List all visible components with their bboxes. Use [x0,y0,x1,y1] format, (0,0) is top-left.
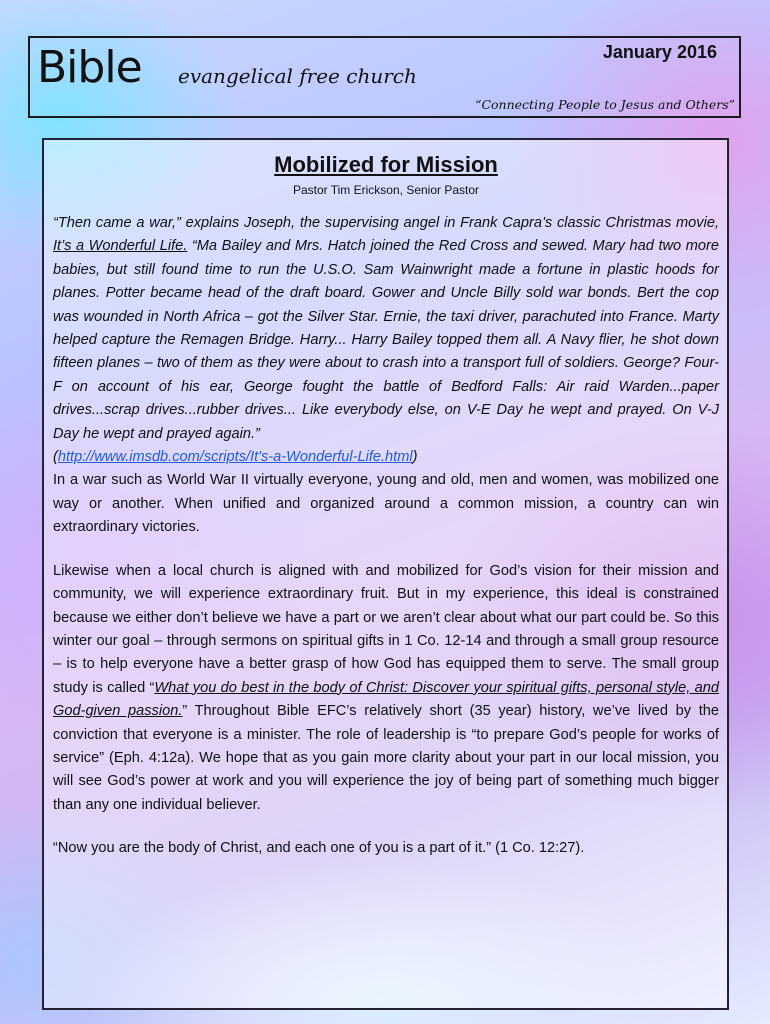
masthead [28,36,741,118]
link-close-paren: ) [412,449,418,466]
article-box [42,138,729,1010]
paragraph-1-continuation: In a war such as World War II virtually everyone, young and old, men and women, was mobilized one way or another. When unified and organized around a common mission, a country can win extraordinary victories. [53,472,719,536]
movie-quote: “Ma Bailey and Mrs. Hatch joined the Red Cross and sewed. Mary had two more babies, but still found time to run the U.S.O. Sam Wainwright made a fortune in plastic hoods for planes. Potter became head of the draft board. Gower and Uncle Billy sold war bonds. Bert the cop was wounded in North Africa – got the Silver Star. Ernie, the taxi driver, parachuted into France. Marty helped capture the Remagen Bridge. Harry... Harry Bailey topped them all. A Navy flier, he shot down fifteen planes – two of them as they were about to crash into a transport full of soldiers. George? Four-F on account of his ear, George fought the battle of Bedford Falls: Air raid Warden...paper drives...scrap drives...rubber drives... Like everybody else, on V-E Day he wept and prayed. On V-J Day he wept and prayed again.” [53,238,719,442]
article-title: Mobilized for Mission [274,152,498,177]
tagline: “Connecting People to Jesus and Others” [475,97,735,112]
paragraph-2-rest: ” Throughout Bible EFC’s relatively short (35 year) history, we’ve lived by the conviction that everyone is a minister. The role of leadership is “to prepare God’s people for works of service” (Eph. 4:12a). We hope that as you gain more clarity about your part in our local mission, you will see God’s power at work and you will experience the joy of being part of something much bigger than any one individual believer. [53,703,719,813]
article-byline: Pastor Tim Erickson, Senior Pastor [292,183,480,197]
study-title: What you do best in the body of Christ: Discover your spiritual gifts, personal style, and God-given passion. [53,679,720,720]
link-open-paren: ( [53,449,58,466]
paragraph-1 [53,212,719,540]
paragraph-gap [53,817,719,837]
closing-verse: “Now you are the body of Christ, and each one of you is a part of it.” (1 Co. 12:27). [53,840,585,857]
script-link[interactable]: http://www.imsdb.com/scripts/It's-a-Wonderful-Life.html [57,449,413,466]
movie-title: It’s a Wonderful Life. [53,238,188,255]
quote-intro: “Then came a war,” explains Joseph, the supervising angel in Frank Capra’s classic Christmas movie, [53,215,719,231]
logo-church-name: evangelical free church [178,64,417,88]
logo-bible: Bible [37,42,142,93]
paragraph-gap [53,540,719,560]
paragraph-2-open: Likewise when a local church is aligned with and mobilized for God’s vision for their mission and community, we will experience extraordinary fruit. But in my experience, this ideal is constrained because we either don’t believe we have a part or we aren’t clear about what our part could be. So this winter our goal – through sermons on spiritual gifts in 1 Co. 12-14 and through a small group resource – is to help everyone have a better grasp of how God has equipped them to serve. The small group study is called “ [53,562,719,696]
issue-date: January 2016 [602,42,717,62]
paragraph-2 [53,560,719,817]
